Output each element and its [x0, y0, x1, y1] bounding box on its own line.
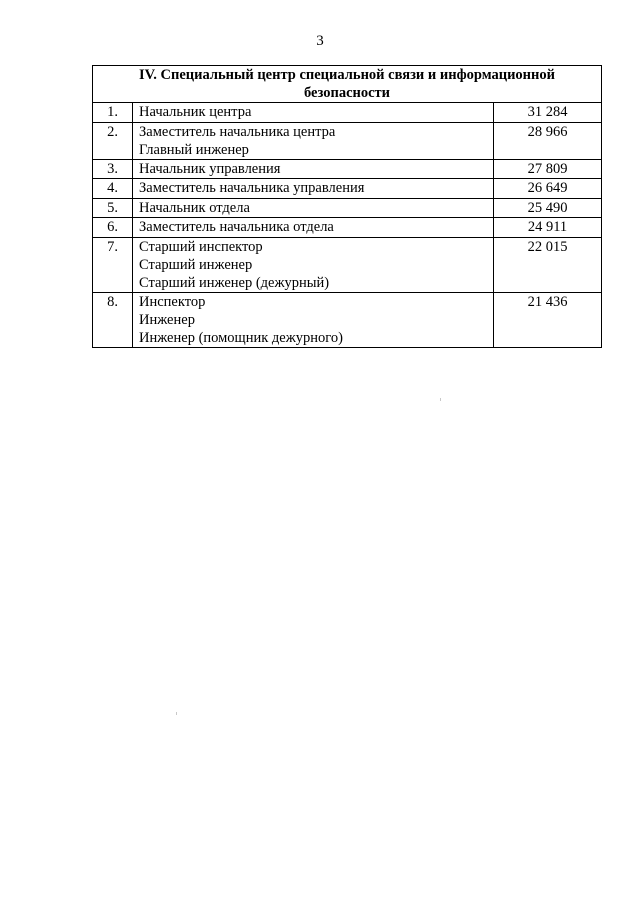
salary-amount: 22 015: [494, 237, 602, 292]
row-number: 7.: [93, 237, 133, 292]
row-number: 2.: [93, 122, 133, 159]
position-title: Главный инженер: [139, 141, 249, 158]
table-row: [93, 159, 602, 179]
position-cell: [133, 198, 494, 218]
salary-amount: 24 911: [494, 218, 602, 238]
position-cell: [133, 103, 494, 123]
table-row: [93, 103, 602, 123]
scan-speck: [440, 398, 441, 401]
position-cell: [133, 218, 494, 238]
position-title: Инспектор: [139, 293, 206, 310]
position-cell: [133, 237, 494, 292]
position-title: Старший инженер: [139, 256, 253, 273]
table-row: [93, 292, 602, 347]
position-cell: [133, 179, 494, 199]
table-row: [93, 179, 602, 199]
salary-table: [92, 65, 602, 348]
salary-amount: 27 809: [494, 159, 602, 179]
table-row: [93, 198, 602, 218]
salary-amount: 25 490: [494, 198, 602, 218]
position-title: Инженер: [139, 311, 195, 328]
position-title: Инженер (помощник дежурного): [139, 329, 343, 346]
row-number: 5.: [93, 198, 133, 218]
position-title: Заместитель начальника управления: [139, 180, 365, 196]
position-cell: [133, 159, 494, 179]
scan-speck: [176, 712, 177, 715]
table-row: [93, 218, 602, 238]
row-number: 4.: [93, 179, 133, 199]
position-title: Начальник управления: [139, 160, 281, 177]
salary-amount: 21 436: [494, 292, 602, 347]
salary-amount: 28 966: [494, 122, 602, 159]
position-title: Начальник отдела: [139, 199, 250, 216]
position-title: Начальник центра: [139, 104, 252, 120]
position-title: Старший инспектор: [139, 238, 263, 255]
position-title: Заместитель начальника отдела: [139, 219, 334, 235]
section-title: IV. Специальный центр специальной связи и информационной безопасности: [93, 66, 602, 103]
position-cell: [133, 122, 494, 159]
row-number: 1.: [93, 103, 133, 123]
row-number: 8.: [93, 292, 133, 347]
page-number: 3: [316, 33, 324, 49]
position-title: Заместитель начальника центра: [139, 123, 336, 140]
section-header-row: [93, 66, 602, 103]
salary-amount: 26 649: [494, 179, 602, 199]
position-title: Старший инженер (дежурный): [139, 274, 330, 291]
table-row: [93, 237, 602, 292]
row-number: 3.: [93, 159, 133, 179]
position-cell: [133, 292, 494, 347]
salary-amount: 31 284: [494, 103, 602, 123]
row-number: 6.: [93, 218, 133, 238]
table-row: [93, 122, 602, 159]
